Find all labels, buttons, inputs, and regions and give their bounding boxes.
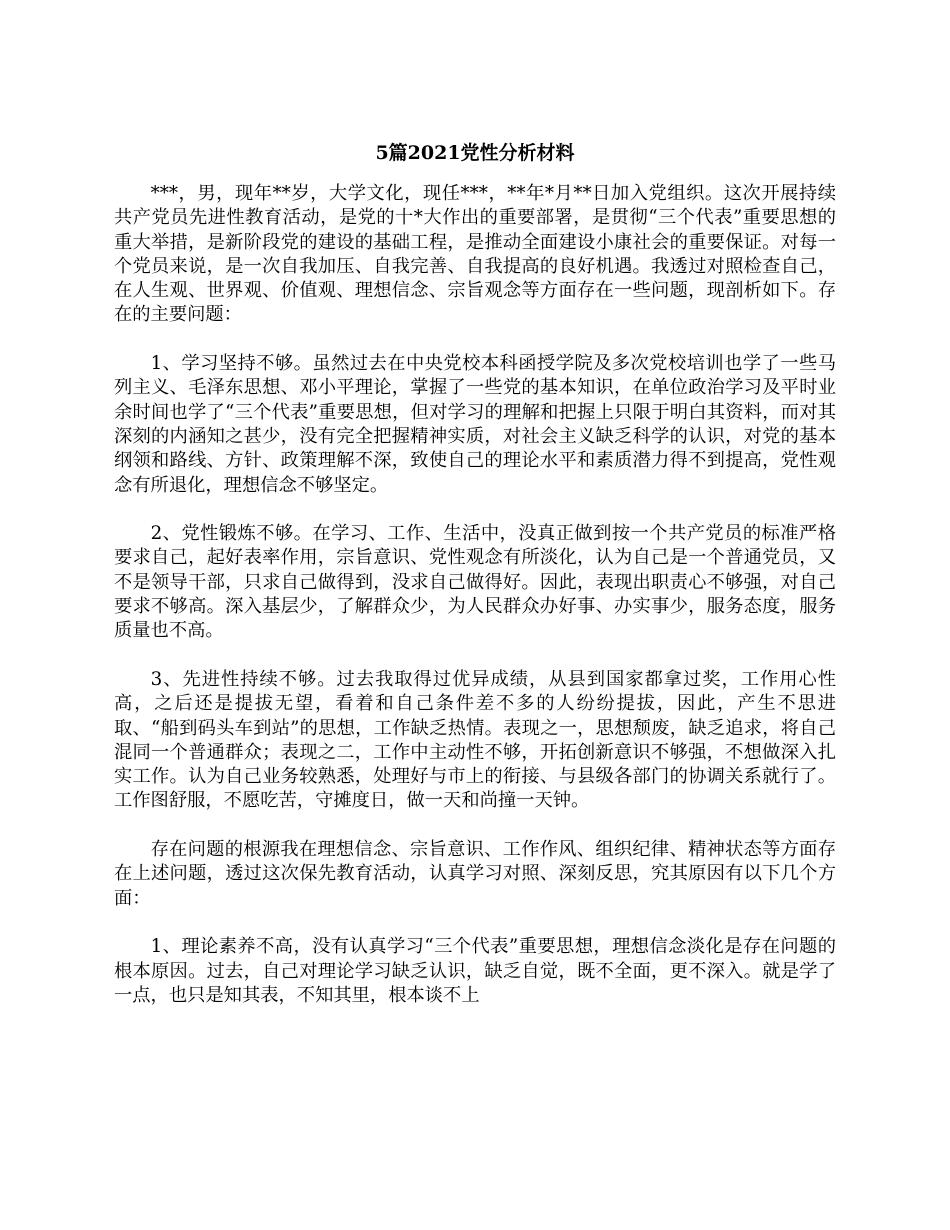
paragraph-root-causes: 存在问题的根源我在理想信念、宗旨意识、工作作风、组织纪律、精神状态等方面存在上述问题，透过这次保先教育活动，认真学习对照、深刻反思，究其原因有以下几个方面： bbox=[114, 839, 836, 909]
document-body bbox=[114, 182, 836, 1032]
paragraph-intro: ***，男，现年**岁，大学文化，现任***，**年*月**日加入党组织。这次开展持续共产党员先进性教育活动，是党的十*大作出的重要部署，是贯彻“三个代表”重要思想的重大举措，是新阶段党的建设的基础工程，是推动全面建设小康社会的重要保证。对每一个党员来说，是一次自我加压、自我完善、自我提高的良好机遇。我透过对照检查自己，在人生观、世界观、价值观、理想信念、宗旨观念等方面存在一些问题，现剖析如下。存在的主要问题： bbox=[114, 183, 836, 326]
paragraph-problem-1: 1、学习坚持不够。虽然过去在中央党校本科函授学院及多次党校培训也学了一些马列主义、毛泽东思想、邓小平理论，掌握了一些党的基本知识，在单位政治学习及平时业余时间也学了“三个代表”重要思想，但对学习的理解和把握上只限于明白其资料，而对其深刻的内涵知之甚少，没有完全把握精神实质，对社会主义缺乏科学的认识，对党的基本纲领和路线、方针、政策理解不深，致使自己的理论水平和素质潜力得不到提高，党性观念有所退化，理想信念不够坚定。 bbox=[114, 353, 836, 496]
paragraph-problem-3: 3、先进性持续不够。过去我取得过优异成绩，从县到国家都拿过奖，工作用心性高，之后还是提拔无望，看着和自己条件差不多的人纷纷提拔，因此，产生不思进取、“船到码头车到站”的思想，工作缺乏热情。表现之一，思想颓废，缺乏追求，将自己混同一个普通群众；表现之二，工作中主动性不够，开拓创新意识不够强，不想做深入扎实工作。认为自己业务较熟悉，处理好与市上的衔接、与县级各部门的协调关系就行了。工作图舒服，不愿吃苦，守摊度日，做一天和尚撞一天钟。 bbox=[114, 668, 836, 812]
paragraph-problem-2: 2、党性锻炼不够。在学习、工作、生活中，没真正做到按一个共产党员的标准严格要求自己，起好表率作用，宗旨意识、党性观念有所淡化，认为自己是一个普通党员，又不是领导干部，只求自己做得到，没求自己做得好。因此，表现出职责心不够强，对自己要求不够高。深入基层少，了解群众少，为人民群众办好事、办实事少，服务态度，服务质量也不高。 bbox=[114, 523, 836, 642]
paragraph-cause-1: 1、理论素养不高，没有认真学习“三个代表”重要思想，理想信念淡化是存在问题的根本原因。过去，自己对理论学习缺乏认识，缺乏自觉，既不全面，更不深入。就是学了一点，也只是知其表，不知其里，根本谈不上 bbox=[114, 936, 836, 1006]
document-title: 5篇2021党性分析材料 bbox=[375, 142, 575, 164]
